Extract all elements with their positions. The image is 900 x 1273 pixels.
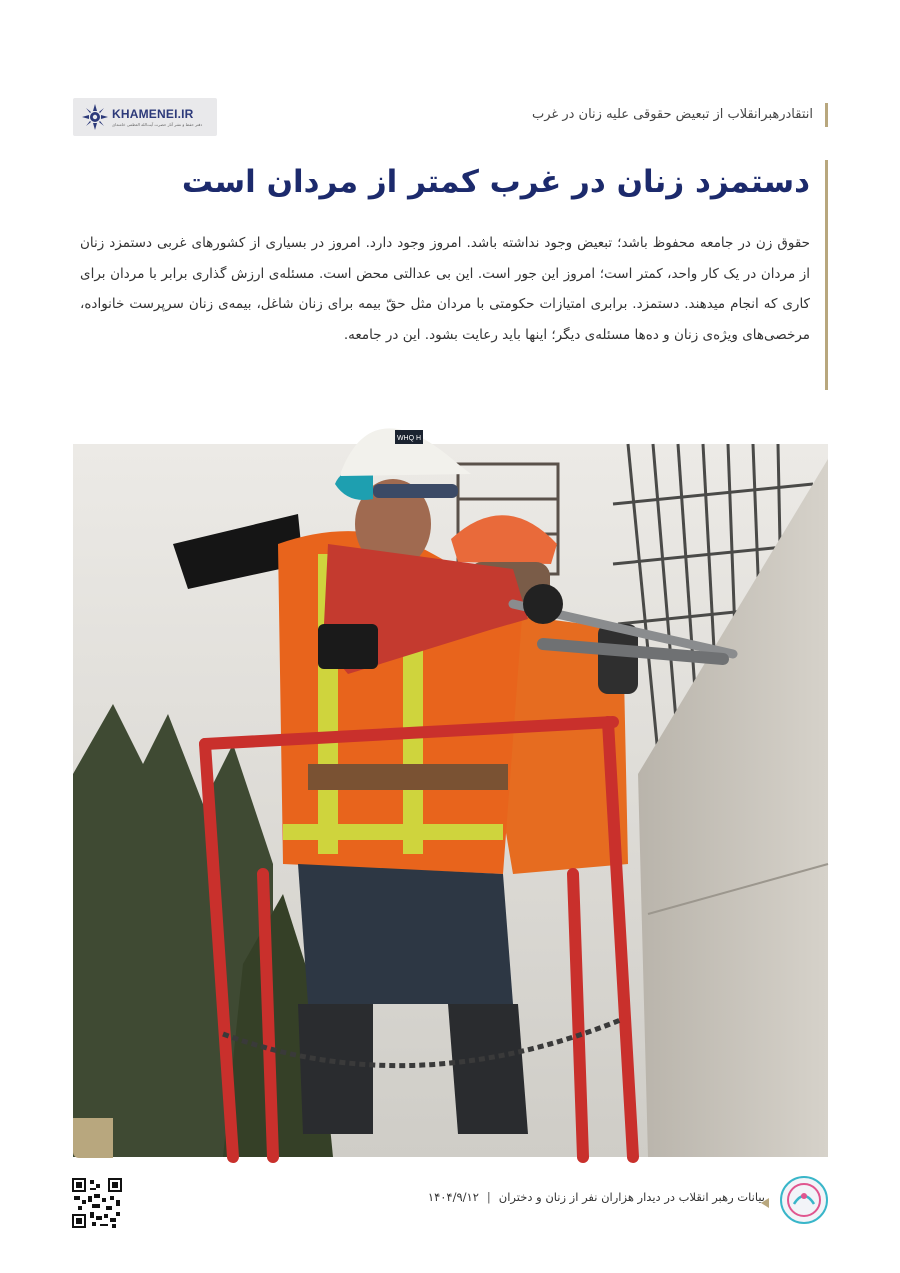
brand-subtitle: دفتر حفظ و نشر آثار حضرت آیت‌الله العظمی خامنه‌ای — [112, 121, 203, 127]
footer-source-text: بیانات رهبر انقلاب در دیدار هزاران نفر از زنان و دختران — [498, 1190, 765, 1204]
title-block — [65, 160, 828, 390]
gold-corner-accent — [73, 1118, 113, 1158]
footer-source — [428, 1190, 765, 1204]
helmet-label: WHQ H — [396, 435, 422, 442]
brand-name: KHAMENEI.IR — [112, 106, 194, 121]
worker-photo — [73, 435, 828, 1157]
sun-emblem-icon — [81, 103, 109, 131]
footer-date: ۱۴۰۴/۹/۱۲ — [427, 1190, 479, 1204]
quote-text: حقوق زن در جامعه محفوظ باشد؛ تبعیض وجود نداشته باشد. امروز وجود دارد. امروز در بسیاری از کشورهای غربی دستمزد زنان از مردان در یک کار واحد، کمتر است؛ امروز این جور است. این بی عدالتی محض است. مسئله‌ی ارزش گذاری برابر با مردان برای کاری که انجام میدهند. دستمزد. برابری امتیازات حکومتی با مردان مثل حقّ بیمه برای زنان شاغل، بیمه‌ی زنان سرپرست خانواده، مرخصی‌های ویژه‌ی زنان و ده‌ها مسئله‌ی دیگر؛ اینها باید رعایت بشود. این در جامعه. — [80, 235, 810, 343]
triangle-marker-icon — [761, 1198, 769, 1208]
topic-caption: انتقادرهبرانقلاب از تبعیض حقوقی علیه زنان در غرب — [532, 103, 828, 127]
footer-separator: | — [486, 1190, 491, 1204]
campaign-badge-icon — [780, 1176, 828, 1224]
qr-code-icon[interactable] — [72, 1178, 122, 1228]
headline: دستمزد زنان در غرب کمتر از مردان است — [181, 164, 810, 200]
khamenei-logo[interactable] — [73, 98, 217, 136]
